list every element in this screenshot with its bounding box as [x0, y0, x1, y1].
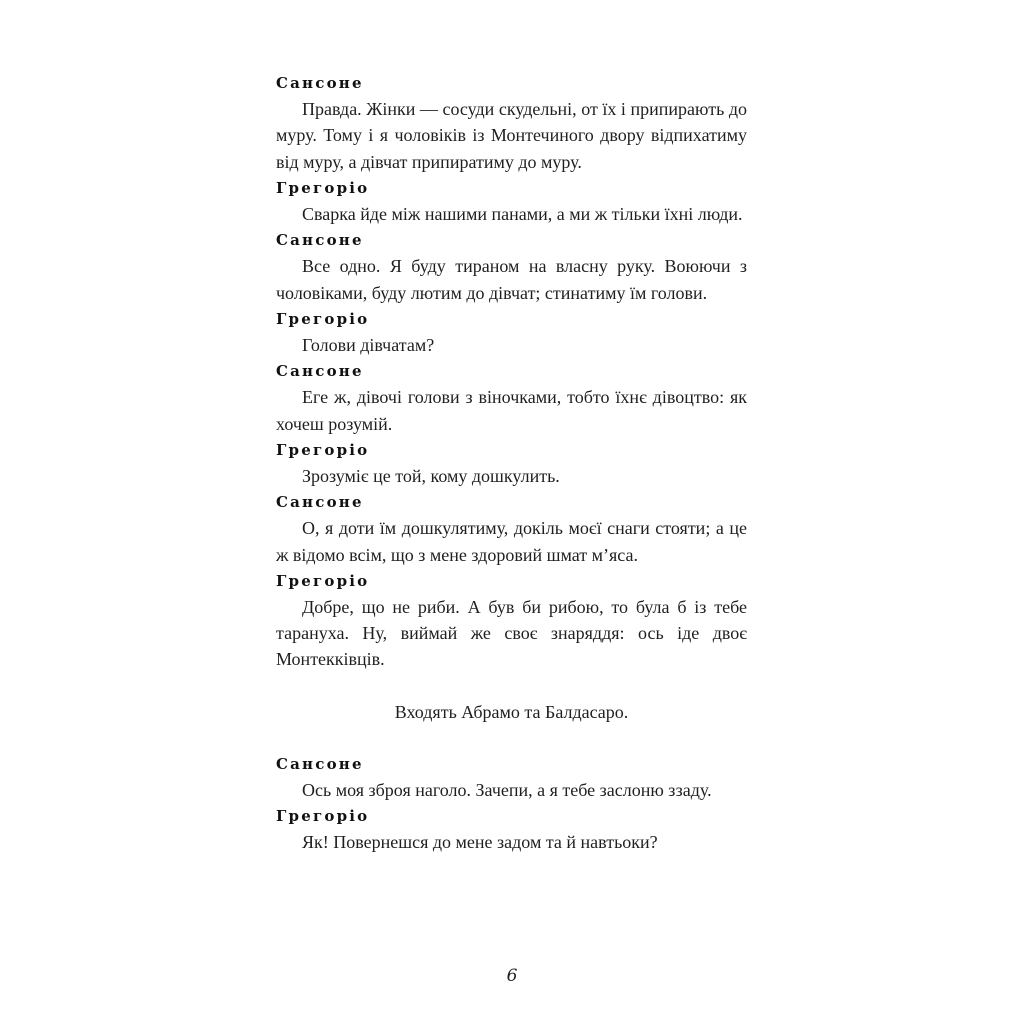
- speaker-name: Сансоне: [276, 74, 364, 92]
- speaker-name: Грегоріо: [276, 807, 370, 826]
- page-text-column: [276, 70, 747, 856]
- speech-line: Правда. Жінки — сосуди скудельні, от їх і припирають до муру. Тому і я чоловіків із Монтечиного двору відпихатиму від муру, а дівчат припиратиму до муру.: [276, 99, 747, 172]
- speech-line: Як! Повернешся до мене задом та й навтьоки?: [302, 832, 658, 853]
- page-number: 6: [506, 966, 518, 986]
- speech-line: Все одно. Я буду тираном на власну руку. Воюючи з чоловіками, буду лютим до дівчат; стинатиму їм голови.: [276, 256, 747, 303]
- speaker-name: Грегоріо: [276, 178, 370, 197]
- speaker-name: Сансоне: [276, 754, 364, 773]
- speech-line: О, я доти їм дошкулятиму, докіль моєї снаги стояти; а це ж відомо всім, що з мене здоровий шмат м’яса.: [276, 518, 747, 565]
- speaker-name: Грегоріо: [276, 309, 370, 328]
- speech-line: Сварка йде між нашими панами, а ми ж тільки їхні люди.: [302, 203, 743, 224]
- speech-line: Еге ж, дівочі голови з віночками, тобто їхнє дівоцтво: як хочеш розумій.: [276, 387, 747, 434]
- speaker-name: Сансоне: [276, 362, 364, 381]
- speech-line: Зрозуміє це той, кому дошкулить.: [302, 465, 560, 486]
- speaker-name: Сансоне: [276, 493, 364, 512]
- speaker-name: Грегоріо: [276, 571, 370, 590]
- speaker-name: Сансоне: [276, 231, 364, 250]
- stage-direction: Входять Абрамо та Балдасаро.: [394, 701, 629, 722]
- speech-line: Добре, що не риби. А був би рибою, то була б із тебе тарануха. Ну, виймай же своє знаряддя: ось іде двоє Монтекківців.: [276, 596, 747, 670]
- speaker-name: Грегоріо: [276, 440, 370, 459]
- speech-line: Голови дівчатам?: [302, 334, 435, 355]
- speech-line: Ось моя зброя наголо. Зачепи, а я тебе заслоню ззаду.: [302, 779, 712, 800]
